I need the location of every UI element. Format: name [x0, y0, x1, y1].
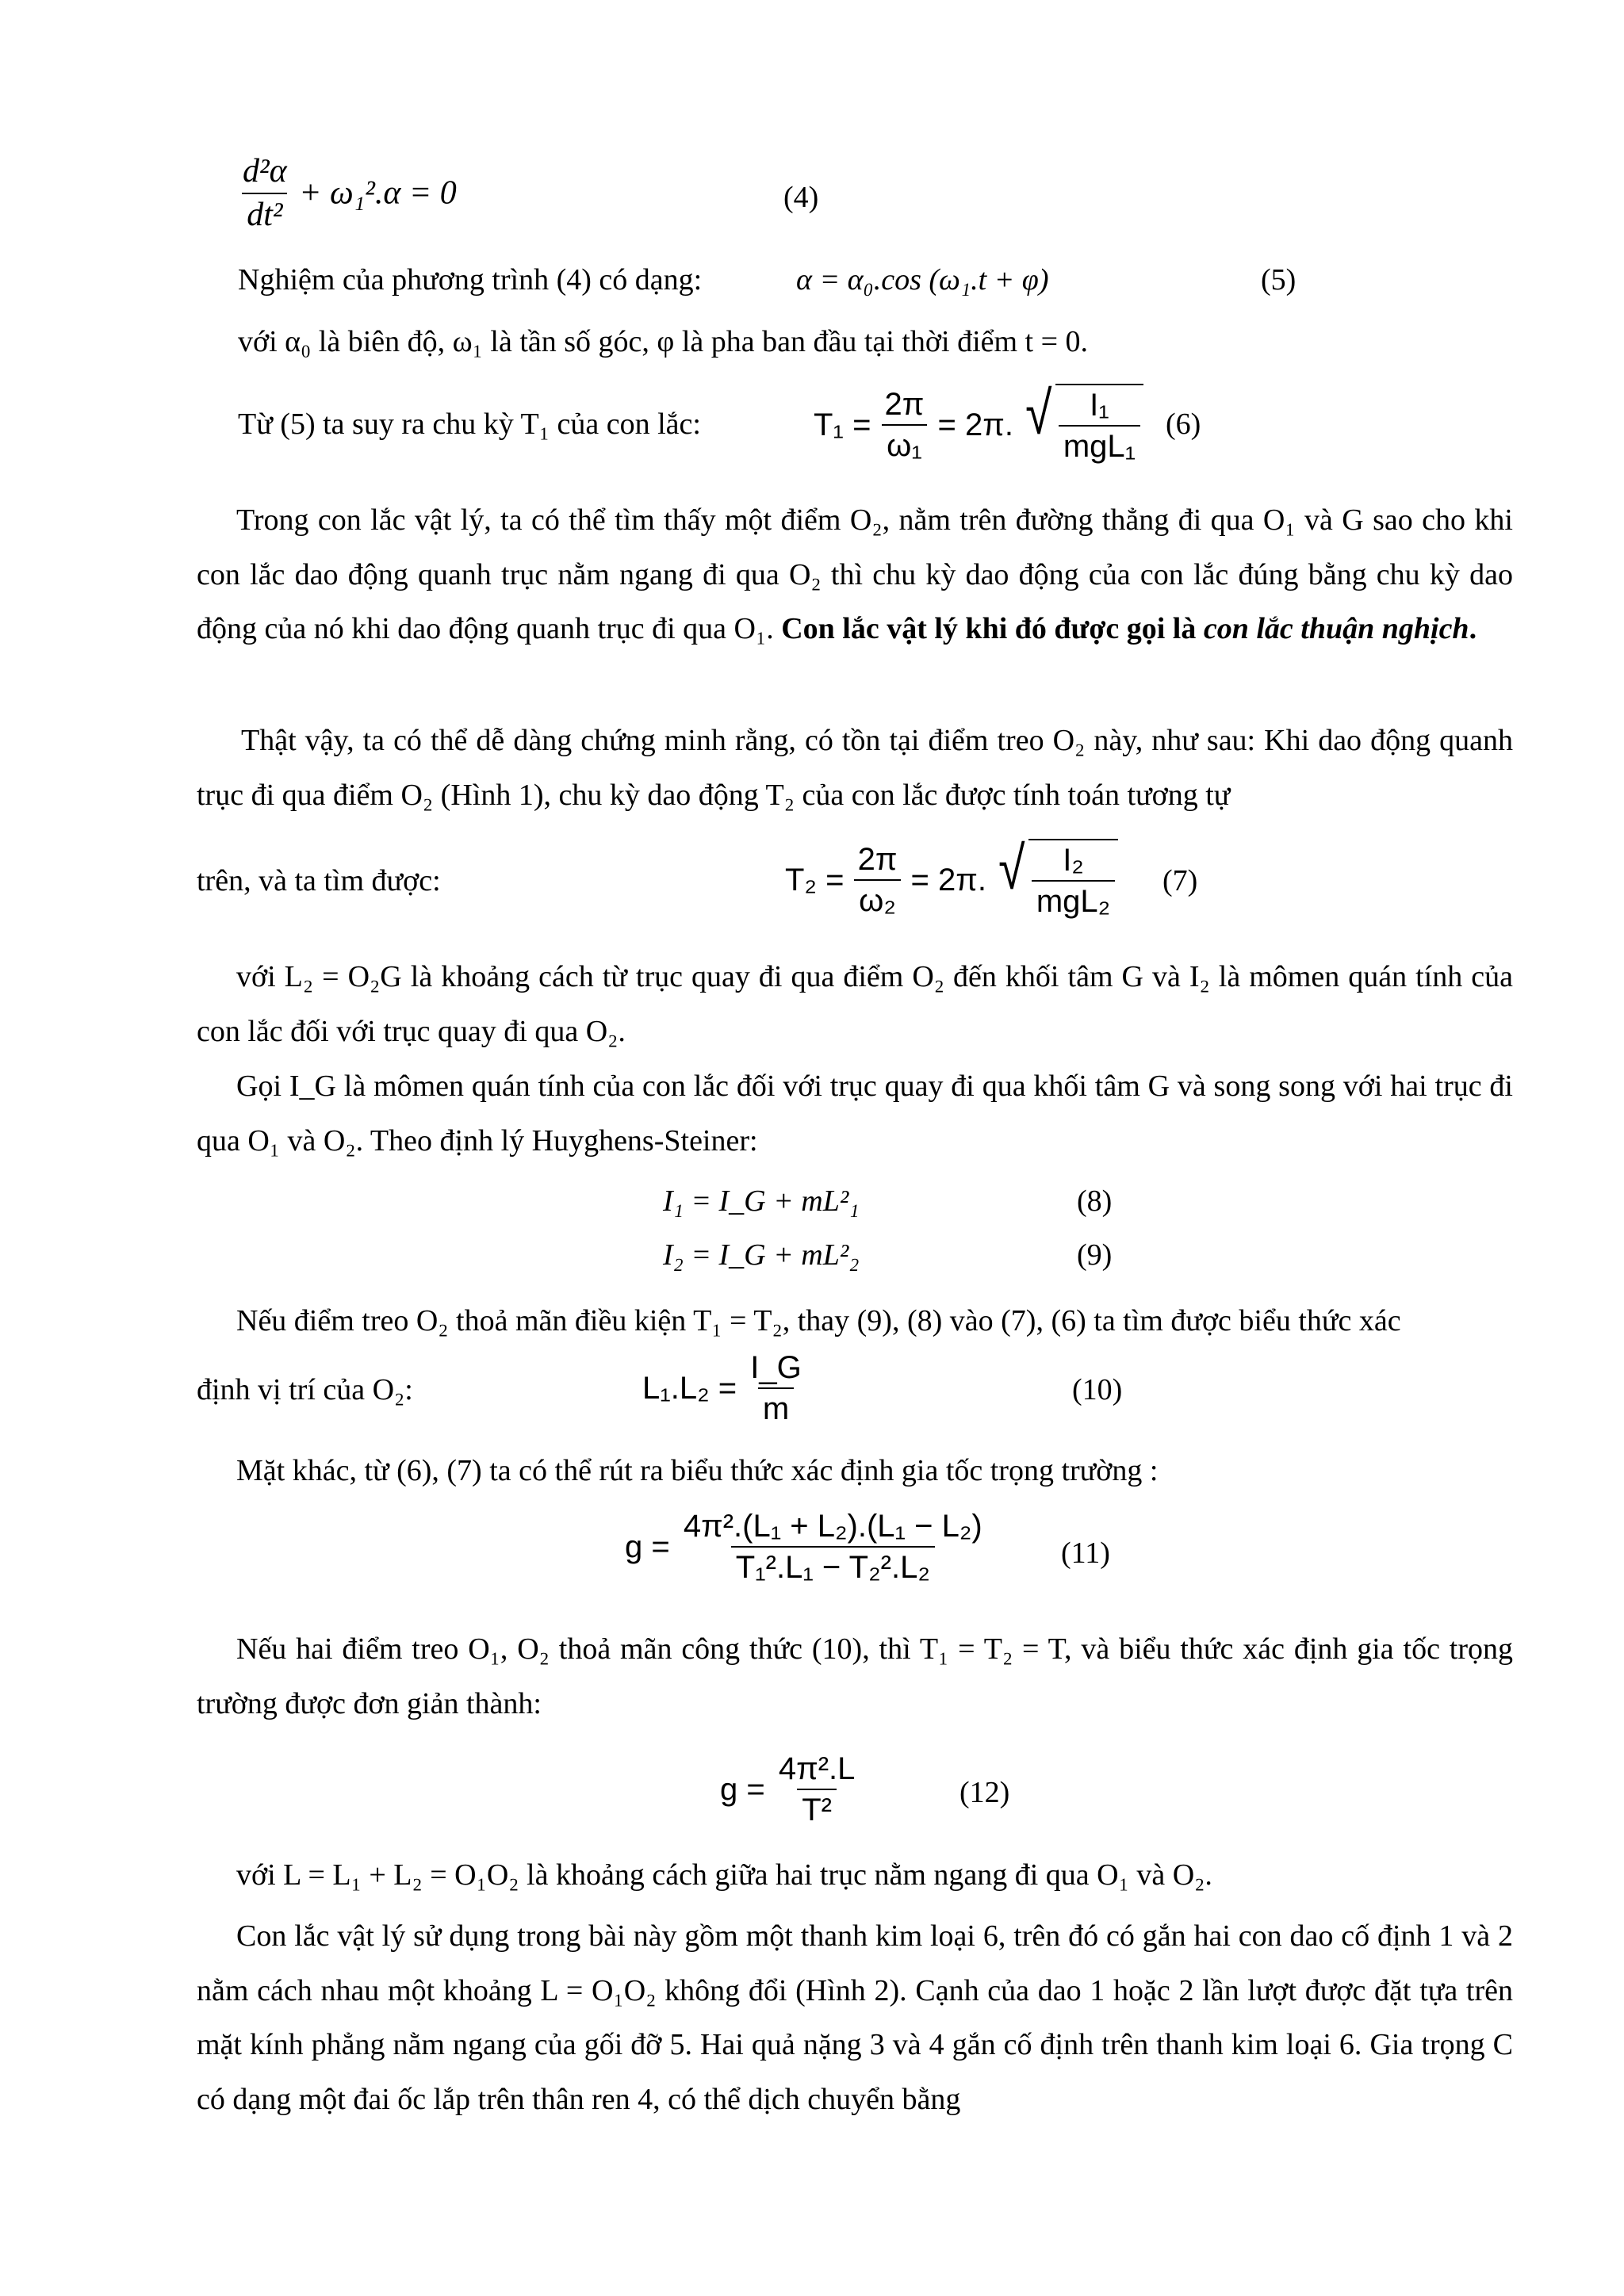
- equation-12: [720, 1749, 860, 1830]
- paragraph-condition: [197, 1294, 1513, 1349]
- eq12-num: 4π².L: [778, 1751, 856, 1786]
- eq6-num: 2π: [884, 387, 925, 422]
- para3-text: với L₂ = O₂G là khoảng cách từ trục quay đi qua điểm O₂ đến khối tâm G và I₂ là mômen quán tính của con lắc đối với trục quay đi qua O₂.: [197, 960, 1513, 1048]
- eq11-label: (11): [1061, 1536, 1110, 1570]
- paragraph-simplified: [197, 1622, 1513, 1731]
- eq11-den: T₁².L₁ − T₂².L₂: [731, 1546, 935, 1587]
- para2-text: Thật vậy, ta có thể dễ dàng chứng minh rằng, có tồn tại điểm treo O₂ này, như sau: Khi dao động quanh trục đi qua điểm O₂ (Hình 1), chu kỳ dao động T₂ của con lắc được tính toán tương tự: [197, 724, 1513, 812]
- eq5-formula: α = α₀.cos (ω₁.t + φ): [796, 263, 1049, 297]
- paragraph-L2: [197, 950, 1513, 1058]
- found-text: trên, và ta tìm được:: [197, 864, 441, 897]
- eq12-lhs: g =: [720, 1772, 765, 1807]
- eq6-T: T₁: [814, 408, 844, 442]
- para1-bold: Con lắc vật lý khi đó được gọi là: [781, 612, 1197, 645]
- eq7-mid: 2π.: [938, 863, 986, 897]
- period1-text: Từ (5) ta suy ra chu kỳ T₁ của con lắc:: [238, 408, 701, 441]
- paragraph-IG: [197, 1059, 1513, 1168]
- eq5-label: (5): [1261, 263, 1297, 297]
- eq6-label: (6): [1166, 408, 1201, 441]
- eq12-den: T²: [797, 1789, 837, 1830]
- sqrt-icon: √: [1025, 380, 1052, 447]
- equation-6: T₁ = $\frac{2\pi}{\text{ω₁}}$ = 2π. √ $\frac{\text{I₁}}{\text{mgL₁}}$: [814, 384, 1143, 466]
- position-text: định vị trí của O₂:: [197, 1373, 413, 1406]
- eq12-label: (12): [959, 1776, 1010, 1809]
- eq8-label: (8): [1077, 1184, 1113, 1218]
- eq4-numerator: d²α: [243, 153, 287, 189]
- para1-text: Trong con lắc vật lý, ta có thể tìm thấy một điểm O₂, nằm trên đường thẳng đi qua O₁ và G sao cho khi con lắc dao động quanh trục nằm ngang đi qua O₂ thì chu kỳ dao động của con lắc đúng bằng chu kỳ dao động của nó khi dao động quanh trục đi qua O₁.: [197, 503, 1513, 645]
- eq10-num: I_G: [750, 1350, 802, 1385]
- para5-text: Nếu điểm treo O₂ thoả mãn điều kiện T₁ = T₂, thay (9), (8) vào (7), (6) ta tìm được biểu thức xác: [236, 1304, 1401, 1337]
- eq7-sqrt-den: mgL₂: [1032, 880, 1115, 921]
- paragraph-L: với L = L₁ + L₂ = O₁O₂ là khoảng cách giữa hai trục nằm ngang đi qua O₁ và O₂.: [236, 1858, 1212, 1892]
- equation-10: [642, 1348, 806, 1429]
- eq10-lhs: L₁.L₂ =: [642, 1371, 737, 1406]
- paragraph-apparatus: [197, 1909, 1513, 2126]
- para1-bolditalic: con lắc thuận nghịch: [1203, 612, 1469, 645]
- eq6-mid: 2π.: [965, 408, 1013, 442]
- equation-11: [625, 1506, 987, 1587]
- para4-text: Gọi I_G là mômen quán tính của con lắc đối với trục quay đi qua khối tâm G và song song với hai trục đi qua O₁ và O₂. Theo định lý Huyghens-Steiner:: [197, 1070, 1513, 1158]
- eq9-label: (9): [1077, 1238, 1113, 1272]
- para7-text: Nếu hai điểm treo O₁, O₂ thoả mãn công thức (10), thì T₁ = T₂ = T, và biểu thức xác định gia tốc trọng trường được đơn giản thành:: [197, 1632, 1513, 1720]
- sqrt-icon-2: √: [998, 835, 1025, 902]
- eq8-formula: I₁ = I_G + mL²₁: [663, 1184, 860, 1218]
- eq10-label: (10): [1072, 1373, 1123, 1406]
- paragraph-reversible-pendulum: Trong con lắc vật lý, ta có thể tìm thấy một điểm O₂, nằm trên đường thẳng đi qua O₁ và G sao cho khi con lắc dao động quanh trục nằm ngang đi qua O₂ thì chu kỳ dao động của con lắc đúng bằng chu kỳ dao động của nó khi dao động quanh trục đi qua O₁. Con lắc vật lý khi đó được gọi là con lắc thuận nghịch.: [197, 503, 1513, 645]
- para9-text: Con lắc vật lý sử dụng trong bài này gồm một thanh kim loại 6, trên đó có gắn hai con dao cố định 1 và 2 nằm cách nhau một khoảng L = O₁O₂ không đổi (Hình 2). Cạnh của dao 1 hoặc 2 lần lượt được đặt tựa trên mặt kính phẳng nằm ngang của gối đỡ 5. Hai quả nặng 3 và 4 gắn cố định trên thanh kim loại 6. Gia trọng C có dạng một đai ốc lắp trên thân ren 4, có thể dịch chuyển bằng: [197, 1919, 1513, 2116]
- solution-text: Nghiệm của phương trình (4) có dạng:: [238, 263, 703, 297]
- paragraph-gravity: Mặt khác, từ (6), (7) ta có thể rút ra biểu thức xác định gia tốc trọng trường :: [236, 1454, 1159, 1487]
- eq7-label: (7): [1162, 864, 1198, 897]
- eq11-num: 4π².(L₁ + L₂).(L₁ − L₂): [683, 1509, 982, 1544]
- eq6-sqrt-den: mgL₁: [1059, 425, 1140, 466]
- definition-line: với α₀ là biên độ, ω₁ là tần số góc, φ là pha ban đầu tại thời điểm t = 0.: [238, 325, 1089, 358]
- eq6-sqrt-num: I₁: [1090, 388, 1109, 423]
- eq10-den: m: [758, 1387, 794, 1429]
- eq9-formula: I₂ = I_G + mL²₂: [663, 1238, 860, 1272]
- eq4-rest: + ω₁².α = 0: [299, 174, 457, 212]
- eq7-den: ω₂: [854, 879, 901, 920]
- eq7-sqrt-num: I₂: [1063, 843, 1084, 878]
- eq11-lhs: g =: [625, 1529, 670, 1564]
- equation-7: T₂ = $\frac{2\pi}{\text{ω₂}}$ = 2π. √ $\frac{\text{I₂}}{\text{mgL₂}}$: [785, 839, 1118, 921]
- equation-4: [238, 151, 457, 235]
- eq4-label: (4): [783, 181, 819, 214]
- eq6-den: ω₁: [882, 424, 927, 465]
- paragraph-proof: [197, 714, 1513, 822]
- eq7-num: 2π: [857, 842, 898, 877]
- eq7-T: T₂: [785, 863, 817, 897]
- eq4-denominator: dt²: [242, 193, 287, 236]
